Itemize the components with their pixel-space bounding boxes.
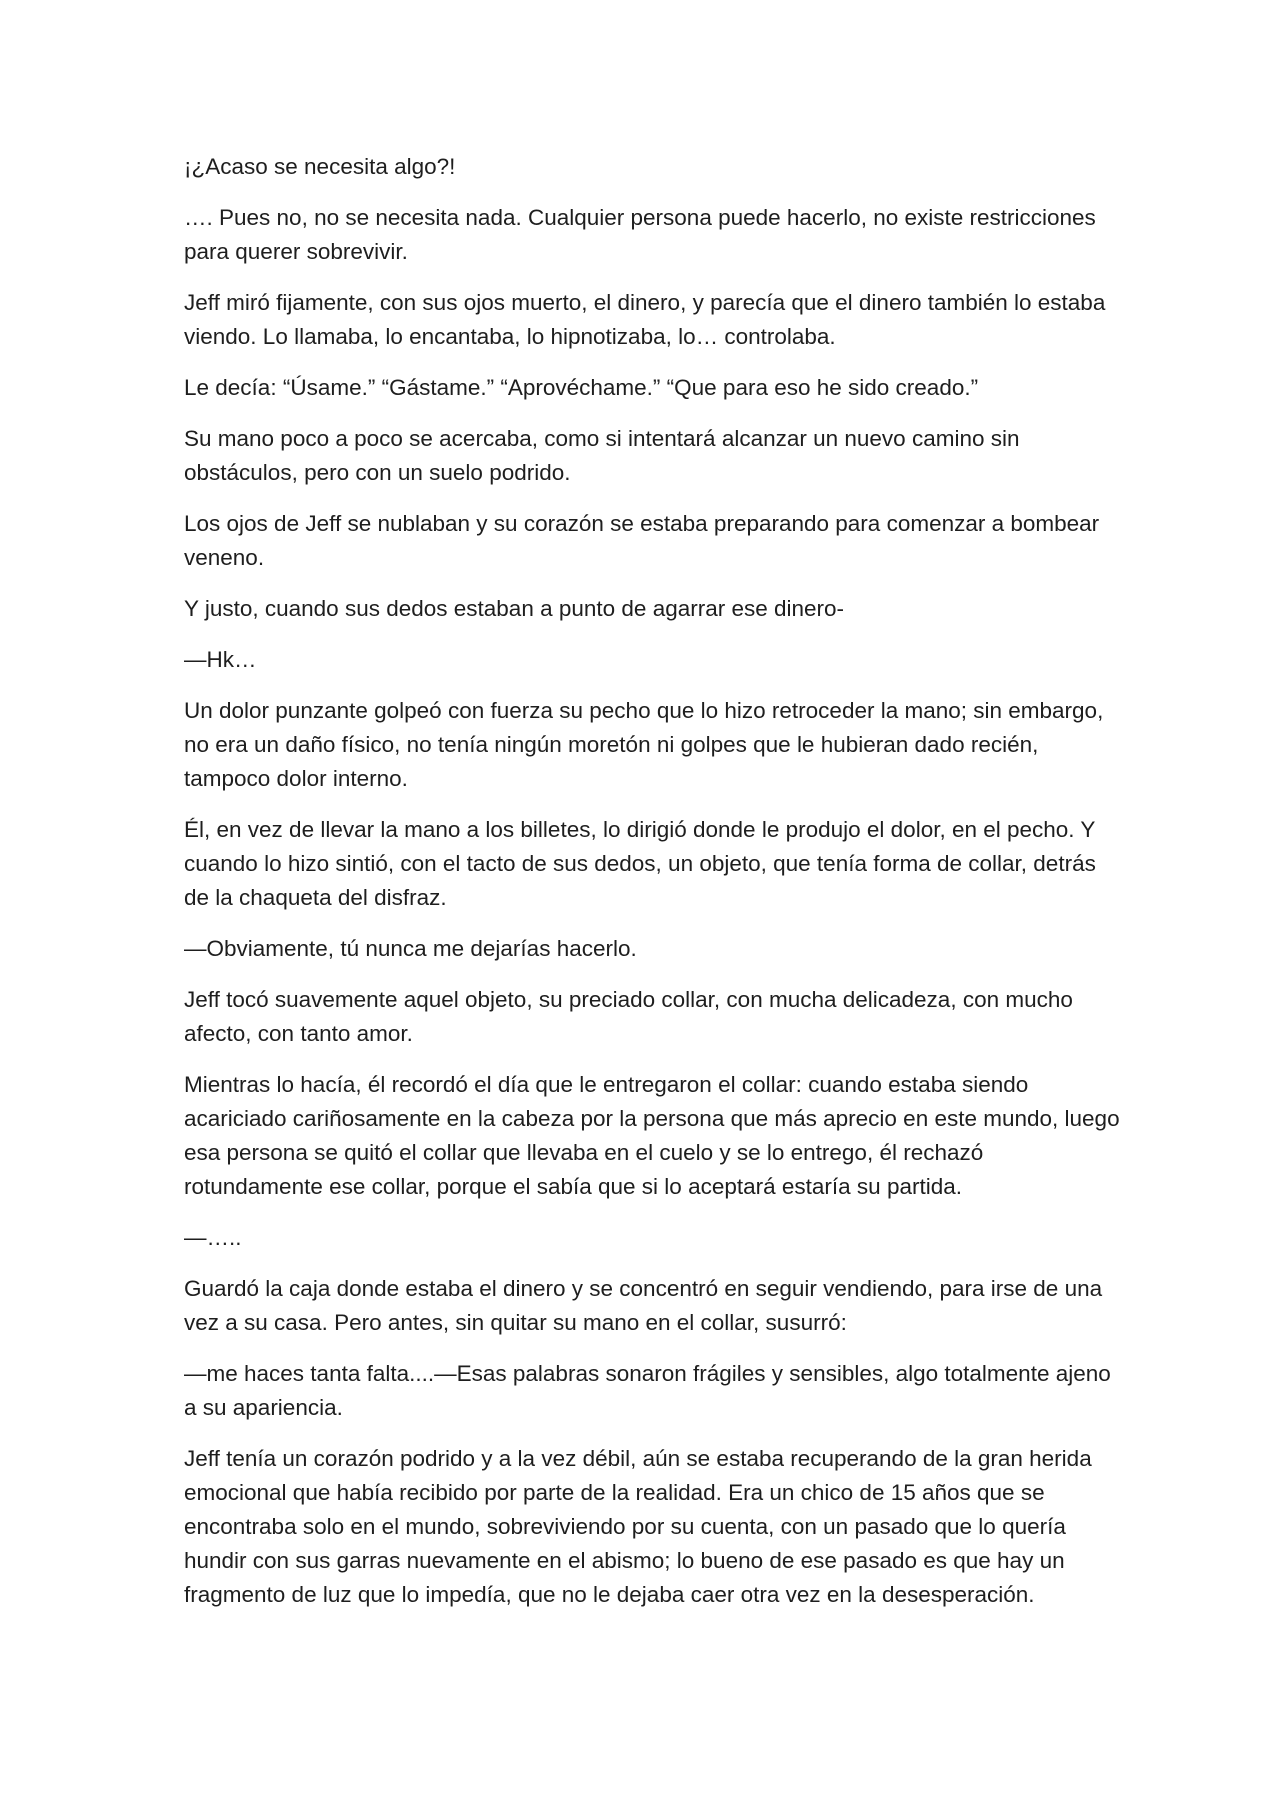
dialogue-line: —me haces tanta falta....—Esas palabras sonaron frágiles y sensibles, algo totalmente ajeno a su apariencia. <box>184 1361 1111 1420</box>
paragraph: Jeff tenía un corazón podrido y a la vez débil, aún se estaba recuperando de la gran herida emocional que había recibido por parte de la realidad. Era un chico de 15 años que se encontraba solo en el mundo, sobreviviendo por su cuenta, con un pasado que lo quería hundir con sus garras nuevamente en el abismo; lo bueno de ese pasado es que hay un fragmento de luz que lo impedía, que no le dejaba caer otra vez en la desesperación. <box>184 1446 1092 1607</box>
dialogue-line: —Obviamente, tú nunca me dejarías hacerlo. <box>184 936 637 961</box>
paragraph: Jeff miró fijamente, con sus ojos muerto, el dinero, y parecía que el dinero también lo estaba viendo. Lo llamaba, lo encantaba, lo hipnotizaba, lo… controlaba. <box>184 290 1106 349</box>
paragraph: Y justo, cuando sus dedos estaban a punto de agarrar ese dinero- <box>184 596 845 621</box>
paragraph: Un dolor punzante golpeó con fuerza su pecho que lo hizo retroceder la mano; sin embargo, no era un daño físico, no tenía ningún moretón ni golpes que le hubieran dado recién, tampoco dolor interno. <box>184 698 1104 791</box>
paragraph: Él, en vez de llevar la mano a los billetes, lo dirigió donde le produjo el dolor, en el pecho. Y cuando lo hizo sintió, con el tacto de sus dedos, un objeto, que tenía forma de collar, detrás de la chaqueta del disfraz. <box>184 817 1096 910</box>
paragraph: Los ojos de Jeff se nublaban y su corazón se estaba preparando para comenzar a bombear veneno. <box>184 511 1100 570</box>
paragraph: Jeff tocó suavemente aquel objeto, su preciado collar, con mucha delicadeza, con mucho afecto, con tanto amor. <box>184 987 1073 1046</box>
paragraph: Guardó la caja donde estaba el dinero y se concentró en seguir vendiendo, para irse de una vez a su casa. Pero antes, sin quitar su mano en el collar, susurró: <box>184 1276 1103 1335</box>
dialogue-line: —….. <box>184 1225 242 1250</box>
paragraph: …. Pues no, no se necesita nada. Cualquier persona puede hacerlo, no existe restricciones para querer sobrevivir. <box>184 205 1096 264</box>
paragraph: Su mano poco a poco se acercaba, como si intentará alcanzar un nuevo camino sin obstáculos, pero con un suelo podrido. <box>184 426 1020 485</box>
paragraph: Le decía: “Úsame.” “Gástame.” “Aprovéchame.” “Que para eso he sido creado.” <box>184 375 979 400</box>
dialogue-line: —Hk… <box>184 647 257 672</box>
paragraph: Mientras lo hacía, él recordó el día que le entregaron el collar: cuando estaba siendo acariciado cariñosamente en la cabeza por la persona que más aprecio en este mundo, luego esa persona se quitó el collar que llevaba en el cuelo y se lo entrego, él rechazó rotundamente ese collar, porque el sabía que si lo aceptará estaría su partida. <box>184 1072 1120 1199</box>
document-body <box>184 150 1124 1629</box>
paragraph: ¡¿Acaso se necesita algo?! <box>184 154 456 179</box>
